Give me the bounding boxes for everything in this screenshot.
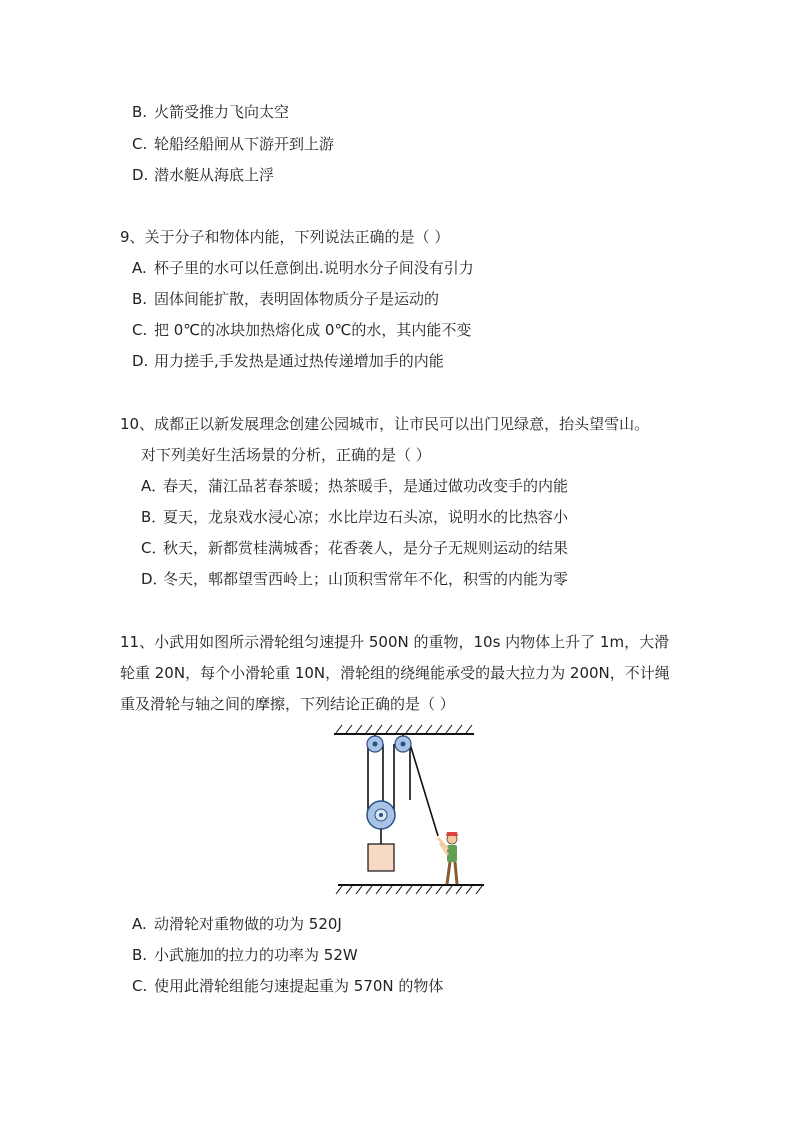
option-letter: C． <box>141 539 167 557</box>
option-letter: D． <box>141 570 168 588</box>
option-letter: B． <box>141 508 167 526</box>
option-text: 把 0℃的冰块加热熔化成 0℃的水，其内能不变 <box>154 321 472 339</box>
option-letter: D. <box>132 352 149 370</box>
option-text: 固体间能扩散，表明固体物质分子是运动的 <box>154 290 440 308</box>
option-text: 轮船经船闸从下游开到上游 <box>154 135 335 153</box>
q10-stem-line2: 对下列美好生活场景的分析，正确的是（ ） <box>141 446 431 464</box>
option-text: 动滑轮对重物做的功为 520J <box>154 915 342 933</box>
q11-stem-line1: 11、小武用如图所示滑轮组匀速提升 500N 的重物，10s 内物体上升了 1m，大滑 <box>120 633 670 651</box>
q10-stem-line1: 10、成都正以新发展理念创建公园城市，让市民可以出门见绿意，抬头望雪山。 <box>120 415 650 433</box>
option-letter: C. <box>132 977 148 995</box>
option-letter: A． <box>141 477 167 495</box>
load-box <box>368 844 394 871</box>
option-letter: C. <box>132 321 148 339</box>
option-letter: B. <box>132 103 148 121</box>
q8-option-b <box>132 102 289 122</box>
q8-option-d <box>132 165 274 185</box>
q11-option-c <box>132 976 443 996</box>
q10-option-a <box>141 476 568 496</box>
q10-option-c <box>141 538 568 558</box>
pulley-system-figure <box>326 722 486 902</box>
q10-option-d <box>141 569 568 589</box>
fixed-pulley-left <box>367 734 383 752</box>
fixed-pulley-right <box>395 734 411 752</box>
option-letter: C. <box>132 135 148 153</box>
ground-hatching <box>336 886 482 894</box>
option-text: 潜水艇从海底上浮 <box>154 166 275 184</box>
option-letter: D. <box>132 166 149 184</box>
q9-option-c <box>132 320 471 340</box>
q11-stem-line2: 轮重 20N，每个小滑轮重 10N，滑轮组的绕绳能承受的最大拉力为 200N，不计绳 <box>120 664 670 682</box>
option-text: 冬天，郫都望雪西岭上；山顶积雪常年不化，积雪的内能为零 <box>163 570 569 588</box>
q8-option-c <box>132 134 334 154</box>
q9-option-a <box>132 258 474 278</box>
q11-option-b <box>132 945 358 965</box>
ceiling-hatching <box>336 725 472 733</box>
movable-pulley <box>367 801 395 844</box>
option-text: 用力搓手,手发热是通过热传递增加手的内能 <box>154 352 444 370</box>
option-letter: B. <box>132 946 148 964</box>
q11-stem-line3: 重及滑轮与轴之间的摩擦，下列结论正确的是（ ） <box>120 695 455 713</box>
option-text: 夏天，龙泉戏水浸心凉；水比岸边石头凉，说明水的比热容小 <box>163 508 569 526</box>
option-text: 春天，蒲江品茗春茶暖；热茶暖手，是通过做功改变手的内能 <box>163 477 569 495</box>
option-letter: B. <box>132 290 148 308</box>
q11-option-a <box>132 914 342 934</box>
option-text: 使用此滑轮组能匀速提起重为 570N 的物体 <box>154 977 444 995</box>
option-text: 火箭受推力飞向太空 <box>154 103 290 121</box>
option-text: 杯子里的水可以任意倒出.说明水分子间没有引力 <box>154 259 474 277</box>
q9-option-d <box>132 351 444 371</box>
option-text: 小武施加的拉力的功率为 52W <box>154 946 358 964</box>
q9-option-b <box>132 289 439 309</box>
option-letter: A. <box>132 915 147 933</box>
q9-stem: 9、关于分子和物体内能，下列说法正确的是（ ） <box>120 228 450 246</box>
option-letter: A. <box>132 259 147 277</box>
q10-option-b <box>141 507 568 527</box>
option-text: 秋天，新都赏桂满城香；花香袭人，是分子无规则运动的结果 <box>163 539 569 557</box>
person-icon <box>438 832 458 884</box>
